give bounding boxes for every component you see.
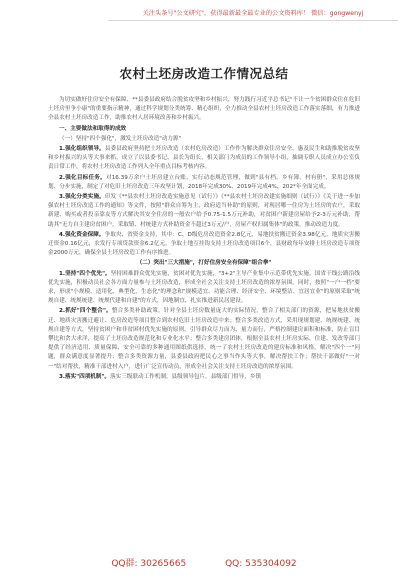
paragraph-lead: 3.落实"四项机制"。 xyxy=(59,373,111,380)
paragraph-text: 为切实做好住房安全有保障、**县委县政府结合脱贫攻坚和乡村振兴，努力践行习近平总书记"不让一个贫困群众住在危旧土坯房里争小康"的重要指示精神，通过科学规划分类统筹、精心组织，全力推动全县农村土坯房改造工作落实落细，有力推进全县农村土坯房改造工作，助推农村人居环境改善和乡村振兴。 xyxy=(48,97,360,122)
paragraph-lead: 1.强化组织领导。 xyxy=(59,146,105,153)
body-paragraph xyxy=(48,174,360,192)
body-paragraph xyxy=(48,231,360,259)
body-paragraph xyxy=(48,96,360,124)
paragraph-text: 整合多类补助政策。针对全县土坯房数量庞大的实际情况，整合了相关部门的资源，把易地扶贫搬迁、地质灾害搬迁避让、危房改造等项目整合到农村危旧土坯房改造中来；整合多类改造方式，采用现规划建、统规统建、统规自建等方式，坚持贫困户和非贫困村优先实施的原则，引导群众尽力而为、量力而行，严格控制建房面积和标准，防止盲目攀比和贪大求洋，提高了土坯房改造规范化和专业化水平；整合多类建房团体，根据全县农村土坯房实际，住建、发改等部门提供了经济适用、质量保障、安全可靠的多种通用图纸供选择，统一了农村土坯房改造的建房标准和风格，解决"四个一"问题，群众满意度显著提升；整合多类资源力量，县委县政府把民心之事当作头等大事，解决帮扶工作；帮扶干部做好"一对一"结对帮扶，精准干部进村入户，进行广泛宣传动员，形成全社会关注支持土坯房改造的浓厚氛围。 xyxy=(48,308,360,370)
document-body xyxy=(48,96,360,383)
paragraph-lead: 3.强化分类实施。 xyxy=(59,194,105,201)
paragraph-text: （一）坚持"四个强化"，激发土坯房改造"动力源" xyxy=(59,135,182,142)
section-heading xyxy=(48,125,360,134)
paragraph-text: （二）突出"三大措施"，打好住房安全有保障"组合拳" xyxy=(136,260,272,267)
paragraph-text: 对16.39万余户土坯房建立台账、实行动态规范管理，做到"县有档、乡有簿、村有册"，采用总体规划、分步实施，制定了对危旧土坯房改造三年攻坚计划，2018年完成30%、2019年完成4%、202*年全面完成。 xyxy=(48,174,360,190)
body-paragraph xyxy=(48,193,360,230)
paragraph-text: 争取央、省资金支持，其中：C、D级危房改造资金2.8亿元，易地扶贫搬迁资金3.98亿元，地质灾害搬迁资金0.16亿元，农发行专项贷款资金6.2亿元，争取土地互挂钩支持土坯房改造项目6个，县财政每年安排土坯房改造专项资金2000万元，确保全县土坯房改造工作有序推进。 xyxy=(48,231,360,257)
paragraph-lead: 4.强化资金保障。 xyxy=(59,231,105,238)
paragraph-lead: 2.抓好"四个整合"。 xyxy=(59,308,112,315)
body-paragraph xyxy=(48,307,360,371)
footer-qq: QQ: 535304092 xyxy=(225,559,297,569)
paragraph-text: 坚持困难群众优先实施，贫困对优先实施，"3+2"主导产业集中示范带优先实施，国省干线公路沿线优先实施，积极动员社会各方面力量参与土坯房改造，形成全社会关注支持土坯房改造的浓厚氛围。同时，按照"一户一档"要求，形成"小规模、适用化、典型化，生态化"的理念和"规模适宜、功能合理、经济安全、环境整洁、宜居宜业"的原则采取"统规自建、统规统建、统规代建和自建"的方式，因地制宜，扎实推进新民居建设。 xyxy=(48,270,360,305)
paragraph-text: 一、主要做法和取得的成效 xyxy=(59,125,127,132)
section-heading xyxy=(48,259,360,268)
top-banner: 关注头条号"公文研究"，获得最新最全最专业的公文资料库！ 微信：gongwenyj xyxy=(108,8,398,21)
body-paragraph xyxy=(48,270,360,307)
footer-contact xyxy=(0,556,408,569)
paragraph-text: 落实三级联动工作机制，县级领导包片，县级部门督导，乡镇 xyxy=(110,373,262,380)
document-title: 农村土坯房改造工作情况总结 xyxy=(119,66,289,81)
body-paragraph xyxy=(48,373,360,382)
body-paragraph xyxy=(48,135,360,144)
body-paragraph xyxy=(48,145,360,173)
paragraph-text: 县委县政府坚持把土坯房改造（农村危房改造）工作作为解决群众住房安全、惠及民生和助推脱贫攻坚和乡村振兴的头等大事来抓，成立了以县委书记、县长为组长，相关部门为成员的工作领导小组，抽调专职人员成立办公室负责日常工作，将农村土坯房改造工作列入全年重点目标考核内容。 xyxy=(48,146,360,171)
paragraph-lead: 1.坚持"四个优先"。 xyxy=(59,270,111,277)
paragraph-text: 印发《**县农村土坯房改造实施意见（试行）》《**县农村土坯房改建实施细则（试行）》《关于进一步加强农村土坯房改造工作的通知》等文件，按照"群众自筹为主，政府适当补助"的原则，对现居哪一住房为土坯房的农户，采取新建、购买或者投亲靠友等方式解决其安全住房的一般农户给予0.75-1.5万元补助，对贫困户新建房屋给予2-3万元补助，帮助其"无力自主建房贫困户，采取镇、村统建方式补助资金不超过3万元/户，房屋产权归属集体"的政策，推动改造力度。 xyxy=(48,194,360,228)
footer-qq-group: QQ群: 30265665 xyxy=(111,559,187,569)
paragraph-lead: 2.强化目标任务。 xyxy=(59,174,106,181)
